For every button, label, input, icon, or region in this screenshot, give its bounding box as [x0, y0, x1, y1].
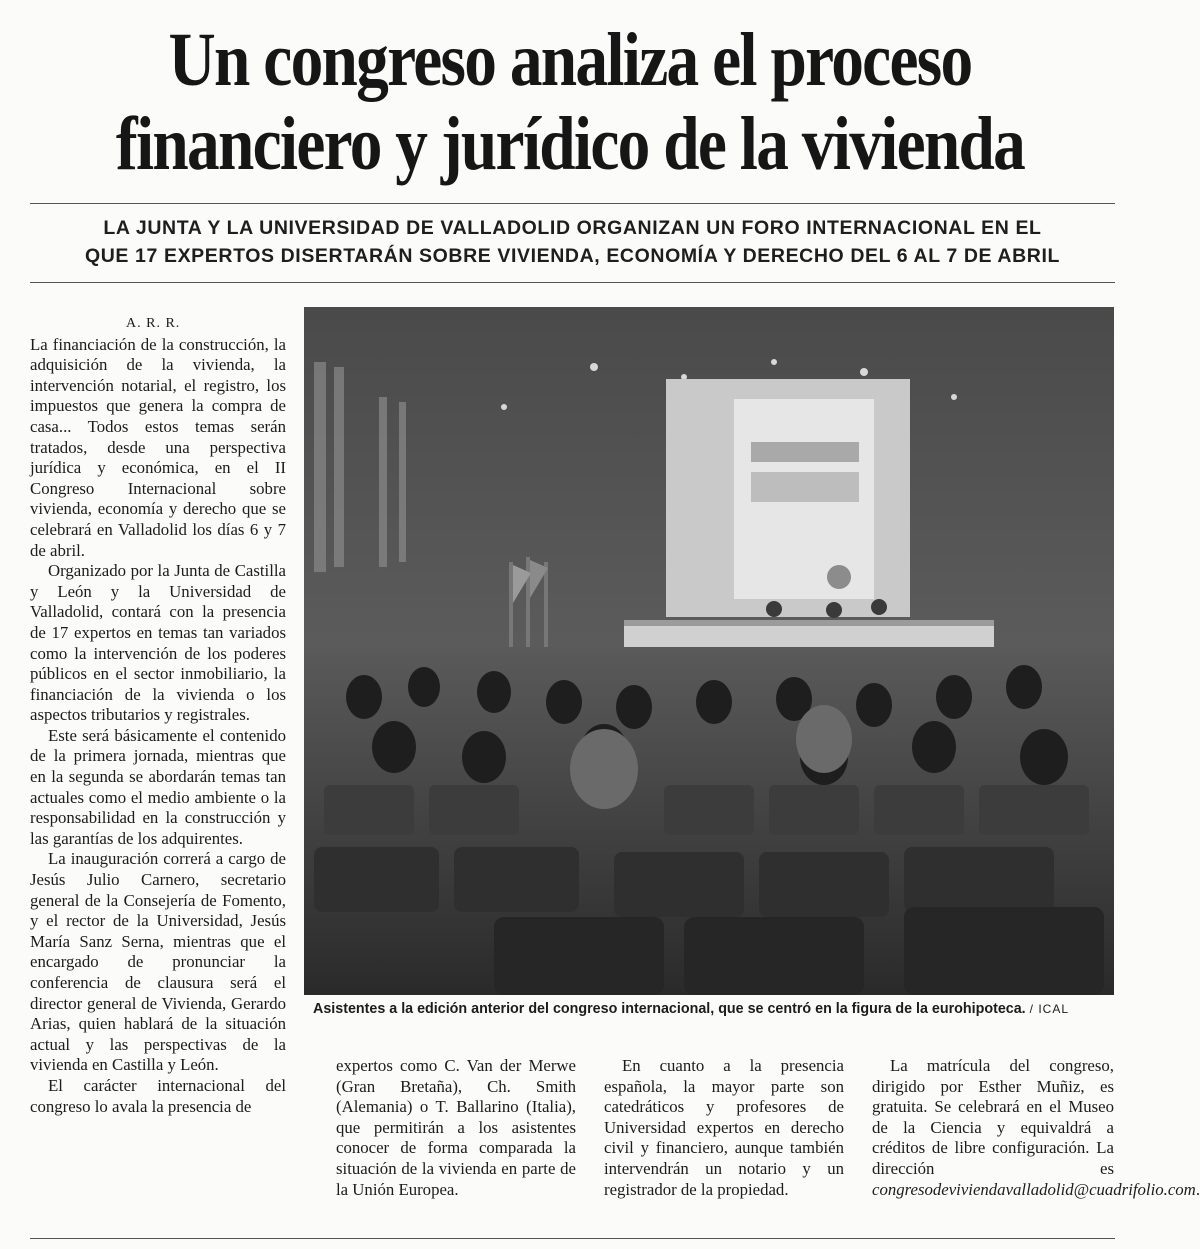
paragraph-7: En cuanto a la presencia española, la mayor parte son catedráticos y profesores de Universidad expertos en derecho civil y financiero, aunque también intervendrán un notario y un registrador de la propiedad. [604, 1056, 844, 1199]
paragraph-6: expertos como C. Van der Merwe (Gran Bretaña), Ch. Smith (Alemania) o T. Ballarino (Italia), que permitirán a los asistentes conocer de forma comparada la situación de la vivienda en parte de la Unión Europea. [336, 1056, 576, 1199]
paragraph-4: La inauguración correrá a cargo de Jesús Julio Carnero, secretario general de la Consejería de Fomento, y el rector de la Universidad, Jesús María Sanz Serna, mientras que el encargado de pronunciar la conferencia de clausura será el director general de Vivienda, Gerardo Arias, quien hablará de la situación actual y las perspectivas de la vivienda en Castilla y León. [30, 849, 286, 1075]
subheadline-line-1: LA JUNTA Y LA UNIVERSIDAD DE VALLADOLID ORGANIZAN UN FORO INTERNACIONAL EN EL [103, 217, 1042, 239]
byline: A. R. R. [126, 316, 181, 331]
conference-photo [304, 307, 1114, 995]
headline: Un congreso analiza el proceso financiero y jurídico de la vivienda [115, 18, 1025, 186]
paragraph-8-text: La matrícula del congreso, dirigido por Esther Muñiz, es gratuita. Se celebrará en el Museo de la Ciencia y equivaldrá a créditos de libre configuración. La dirección es [872, 1056, 1114, 1178]
bottom-rule [30, 1238, 1115, 1239]
top-rule [30, 203, 1115, 204]
subheadline [30, 214, 1115, 270]
photo-credit: / ICAL [1029, 1002, 1070, 1016]
paragraph-3: Este será básicamente el contenido de la primera jornada, mientras que en la segunda se abordarán temas tan actuales como el medio ambiente o la responsabilidad en la construcción y las garantías de los adquirentes. [30, 725, 286, 848]
column-3 [604, 1056, 844, 1200]
auditorium-illustration [304, 307, 1114, 995]
paragraph-8-end: . [1195, 1179, 1200, 1199]
caption-text: Asistentes a la edición anterior del congreso internacional, que se centró en la figura de la eurohipoteca. [313, 1001, 1026, 1017]
column-1 [30, 314, 286, 1117]
column-4 [872, 1056, 1200, 1200]
subheadline-line-2: QUE 17 EXPERTOS DISERTARÁN SOBRE VIVIENDA, ECONOMÍA Y DERECHO DEL 6 AL 7 DE ABRIL [84, 245, 1061, 267]
paragraph-5: El carácter internacional del congreso lo avala la presencia de [30, 1075, 286, 1116]
paragraph-1: La financiación de la construcción, la adquisición de la vivienda, la intervención notarial, el registro, los impuestos que genera la compra de casa... Todos estos temas serán tratados, desde una perspectiva jurídica y económica, en el II Congreso Internacional sobre vivienda, economía y derecho que se celebrará en Valladolid los días 6 y 7 de abril. [30, 334, 286, 560]
subhead-rule [30, 282, 1115, 283]
paragraph-8 [872, 1056, 1200, 1200]
contact-email: congresodeviviendavalladolid@cuadrifolio.com [872, 1179, 1196, 1199]
paragraph-2: Organizado por la Junta de Castilla y León y la Universidad de Valladolid, contará con la presencia de 17 expertos en temas tan variados como la intervención de los poderes públicos en el sector inmobiliario, la financiación de la vivienda o los aspectos tributarios y registrales. [30, 561, 286, 725]
photo-caption [313, 1000, 1123, 1018]
column-2 [336, 1056, 576, 1200]
